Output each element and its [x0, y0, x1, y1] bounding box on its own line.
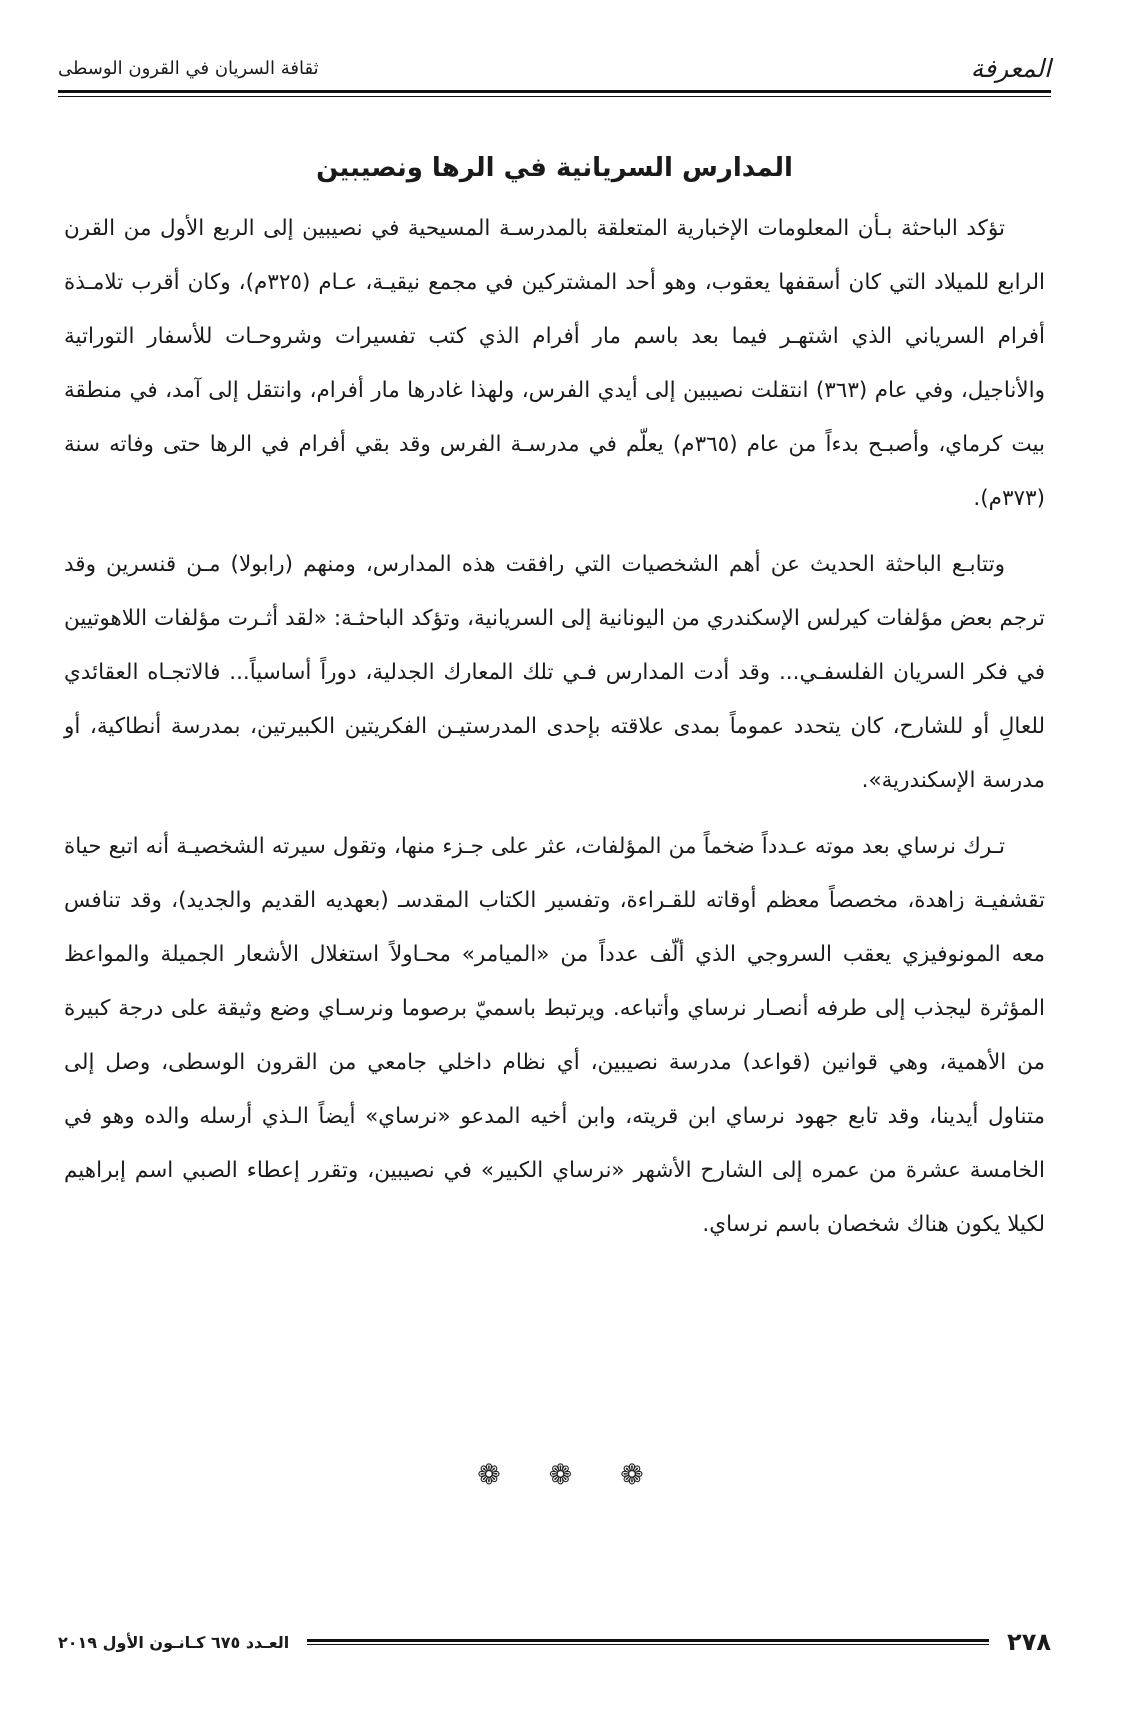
flower-ornament-icon: ❁	[477, 1458, 501, 1491]
paragraph-2: وتتابـع الباحثة الحديث عن أهم الشخصيات التي رافقت هذه المدارس، ومنهم (رابولا) مـن قنسرين وقد ترجم بعض مؤلفات كيرلس الإسكندري من اليونانية إلى السريانية، وتؤكد الباحثـة: «لقد أثـرت مؤلفات اللاهوتيين في فكر السريان الفلسفـي... وقد أدت المدارس فـي تلك المعارك الجدلية، دوراً أساسياً... فالاتجـاه العقائدي للعالِ أو للشارح، كان يتحدد عموماً بمدى علاقته بإحدى المدرستيـن الفكريتين الكبيرتين، بمدرسة أنطاكية، أو مدرسة الإسكندرية».	[64, 552, 1045, 793]
page-footer	[58, 1624, 1051, 1660]
magazine-logo: المعرفة	[970, 53, 1051, 83]
header-rule-thin	[58, 96, 1051, 97]
running-head: ثقافة السريان في القرون الوسطى	[58, 57, 319, 79]
paragraph-3: تـرك نرساي بعد موته عـدداً ضخماً من المؤلفات، عثر على جـزء منها، وتقول سيرته الشخصيـة أنه اتبع حياة تقشفيـة زاهدة، مخصصاً معظم أوقاته للقـراءة، وتفسير الكتاب المقدسـ (بعهديه القديم والجديد)، وقد تنافس معه المونوفيزي يعقب السروجي الذي ألّف عدداً من «الميامر» محـاولاً استغلال الأشعار الجميلة والمواعظ المؤثرة ليجذب إلى طرفه أنصـار نرساي وأتباعه. ويرتبط باسميّ برصوما ونرسـاي وضع وثيقة على درجة كبيرة من الأهمية، وهي قوانين (قواعد) مدرسة نصيبين، أي نظام داخلي جامعي من القرون الوسطى، وصل إلى متناول أيدينا، وقد تابع جهود نرساي ابن قريته، وابن أخيه المدعو «نرساي» أيضاً الـذي أرسله والده وهو في الخامسة عشرة من عمره إلى الشارح الأشهر «نرساي الكبير» في نصيبين، وتقرر إعطاء الصبي اسم إبراهيم لكيلا يكون هناك شخصان باسم نرساي.	[64, 834, 1045, 1237]
section-divider-ornaments	[0, 1458, 1121, 1491]
header-rule-thick	[58, 90, 1051, 93]
article-body	[64, 148, 1045, 1264]
section-title: المدارس السريانية في الرها ونصيبين	[316, 153, 793, 183]
flower-ornament-icon: ❁	[548, 1458, 573, 1491]
paragraph-1: تؤكد الباحثة بـأن المعلومات الإخبارية المتعلقة بالمدرسـة المسيحية في نصيبين إلى الربع الأول من القرن الرابع للميلاد التي كان أسقفها يعقوب، وهو أحد المشتركين في مجمع نيقيـة، عـام (٣٢٥م)، وكان أقرب تلامـذة أفرام السرياني الذي اشتهـر فيما بعد باسم مار أفرام الذي كتب تفسيرات وشروحـات للأسفار التوراتية والأناجيل، وفي عام (٣٦٣) انتقلت نصيبين إلى أيدي الفرس، ولهذا غادرها مار أفرام، وانتقل إلى آمد، في منطقة بيت كرماي، وأصبـح بدءاً من عام (٣٦٥م) يعلّم في مدرسـة الفرس وقد بقي أفرام في الرها حتى وفاته سنة (٣٧٣م).	[64, 216, 1045, 511]
page-header	[58, 46, 1051, 90]
footer-rule	[307, 1639, 989, 1645]
issue-info: العـدد ٦٧٥ كـانـون الأول ٢٠١٩	[58, 1632, 290, 1652]
flower-ornament-icon: ❁	[620, 1458, 644, 1491]
page-number: ٢٧٨	[1007, 1628, 1051, 1656]
